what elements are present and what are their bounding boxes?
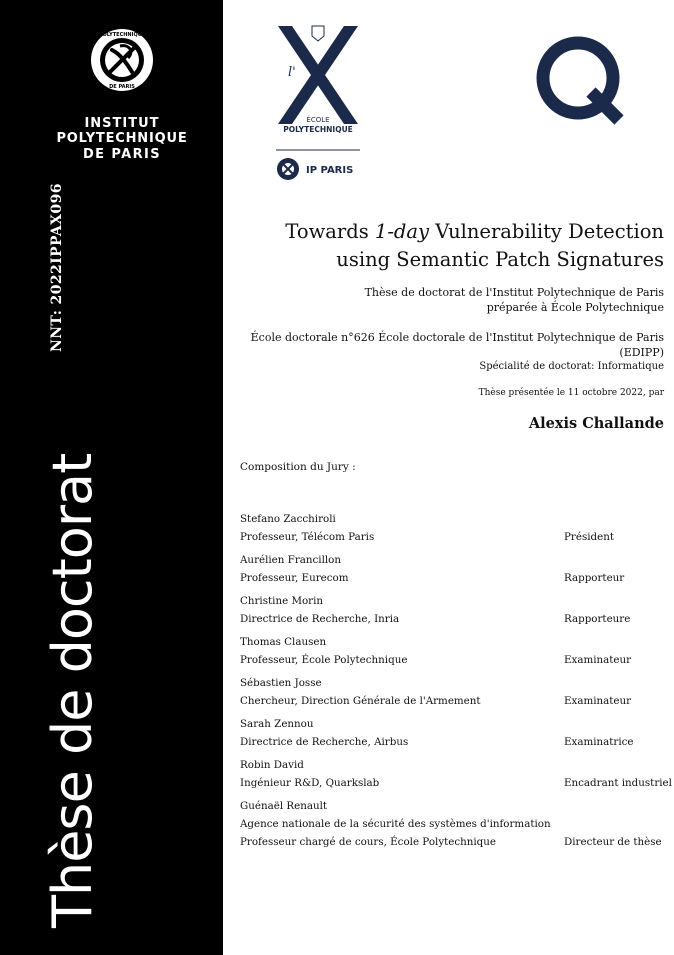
jury-label: Composition du Jury : (240, 461, 356, 473)
polytechnique-label: POLYTECHNIQUE (283, 125, 353, 134)
jury-member-role: Président (564, 531, 614, 543)
jury-list (240, 513, 670, 860)
ecole-doctorale-line: École doctorale n°626 École doctorale de l'Institut Polytechnique de Paris (EDIPP) (250, 331, 664, 359)
jury-member (240, 677, 670, 718)
title-part-2: Vulnerability Detection using Semantic Patch Signatures (336, 220, 664, 271)
jury-member-role: Encadrant industriel (564, 777, 672, 789)
jury-member-affiliation: Professeur, Eurecom (240, 572, 349, 584)
jury-member-affiliation: Ingénieur R&D, Quarkslab (240, 777, 380, 789)
jury-member-role: Directeur de thèse (564, 836, 662, 848)
jury-member (240, 718, 670, 759)
polytechnique-emblem-icon (90, 28, 154, 92)
thesis-title (240, 218, 664, 274)
jury-member-role: Rapporteure (564, 613, 631, 625)
jury-member-affiliation: Professeur, Télécom Paris (240, 531, 375, 543)
jury-member-name: Thomas Clausen (240, 636, 327, 648)
ecole-label: ÉCOLE (306, 116, 330, 124)
jury-member-name: Guénaël Renault (240, 800, 328, 812)
jury-member-role: Examinateur (564, 695, 632, 707)
svg-text:POLYTECHNIQUE: POLYTECHNIQUE (98, 32, 146, 38)
jury-member-name: Aurélien Francillon (240, 554, 341, 566)
jury-member-role: Examinatrice (564, 736, 634, 748)
jury-member-name: Sébastien Josse (240, 677, 322, 689)
svg-text:l': l' (288, 65, 296, 80)
title-part-1: Towards (285, 220, 375, 243)
ecole-polytechnique-logo (272, 24, 364, 184)
jury-member-affiliation-2: Professeur chargé de cours, École Polytechnique (240, 836, 497, 848)
jury-member (240, 636, 670, 677)
svg-text:DE PARIS: DE PARIS (109, 84, 135, 90)
sidebar (0, 0, 223, 955)
institution-line-1: INSTITUT (84, 116, 160, 131)
vertical-thesis-title: Thèse de doctorat (41, 453, 104, 928)
jury-member (240, 595, 670, 636)
author-name: Alexis Challande (528, 415, 664, 432)
specialite-line: Spécialité de doctorat: Informatique (479, 361, 664, 372)
institut-line: Thèse de doctorat de l'Institut Polytechnique de Paris (364, 286, 664, 299)
jury-member (240, 800, 670, 860)
quarkslab-q-logo-icon (533, 34, 627, 128)
institution-line-2: POLYTECHNIQUE (56, 131, 188, 146)
jury-member-affiliation: Chercheur, Direction Générale de l'Armement (240, 695, 481, 707)
jury-member-affiliation: Directrice de Recherche, Inria (240, 613, 400, 625)
institution-line-3: DE PARIS (82, 147, 161, 162)
jury-member-affiliation: Professeur, École Polytechnique (240, 654, 408, 666)
title-italic: 1-day (374, 220, 430, 243)
jury-member-affiliation: Directrice de Recherche, Airbus (240, 736, 409, 748)
jury-member-role: Examinateur (564, 654, 632, 666)
jury-member (240, 513, 670, 554)
preparee-line: préparée à École Polytechnique (486, 301, 664, 314)
jury-member-name: Robin David (240, 759, 304, 771)
presentee-line: Thèse présentée le 11 octobre 2022, par (478, 388, 664, 398)
jury-member-role: Rapporteur (564, 572, 625, 584)
nnt-number: NNT: 2022IPPAX096 (49, 183, 65, 352)
jury-member-name: Christine Morin (240, 595, 324, 607)
ip-paris-label: IP PARIS (306, 165, 354, 176)
jury-member (240, 554, 670, 595)
jury-member-name: Sarah Zennou (240, 718, 314, 730)
jury-member-name: Stefano Zacchiroli (240, 513, 336, 525)
jury-member (240, 759, 670, 800)
jury-member-affiliation: Agence nationale de la sécurité des systèmes d'information (240, 818, 551, 830)
